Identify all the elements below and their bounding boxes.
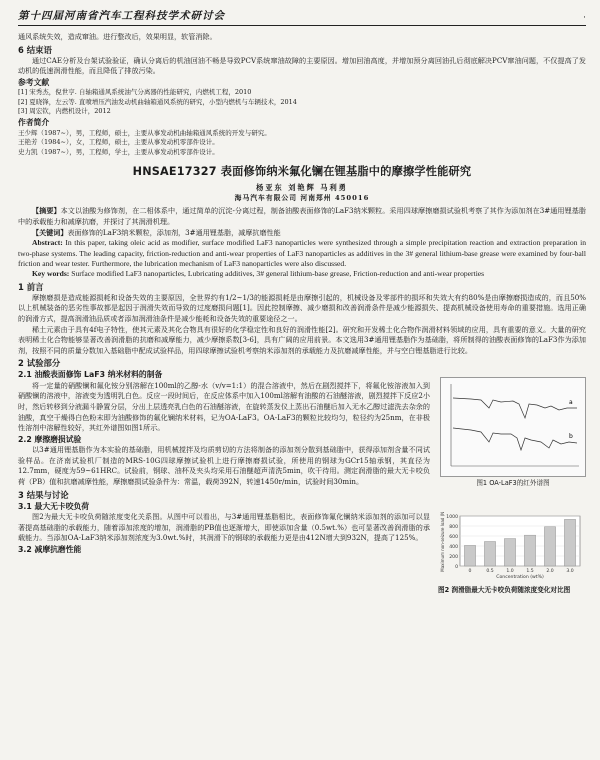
abstract-en-text: In this paper, taking oleic acid as modifier, surface modified LaF3 nanoparticles were synthesized through a simple precipitation reaction and extraction preparation in two-phase systems. The leading capacity, friction-reduction and anti-wear properties of LaF3 nanoparticles as additives in the 3# general lithium-base grease were examined by four-ball friction and wear tester. Furthermore, the lubrication mechanism of LaF3 nanoparticles were also discussed. (18, 238, 586, 268)
ir-curve-a-label: a (569, 399, 573, 407)
author-bio: 王少辉（1987~），男，工程师，硕士，主要从事发动机曲轴箱通风系统的开发与研究。 (18, 128, 271, 137)
reference-item: [1] 宋秀杰，倪世亨. 自轴箱通风系统油气分离器的性能研究，内燃机工程，2010 (18, 88, 252, 97)
x-tick-label: 3.0 (566, 569, 574, 575)
prev-tail-line: 通风系统失效，造成窜油。进行整改后，效果明显，软管消除。 (18, 32, 217, 41)
page-number: · (583, 13, 586, 23)
y-tick-label: 600 (449, 535, 458, 541)
section-3-heading: 3 结果与讨论 (18, 489, 69, 500)
section-2-1-text: 将一定量的硝酸镧和氟化铵分别溶解在100ml的乙醇-水（v/v=1:1）的混合溶液中，然后在剧烈搅拌下，将氟化铵溶液加入到硝酸镧的溶液中，溶液变为透明乳白色。反应一段时间后，在反应体系中加入100ml溶解有油酸的石油醚溶液，剧烈搅拌下反应2小时，然后转移到分液漏斗静置分层，分出上层透亮乳白色的石油醚溶液，在旋转蒸发仪上蒸出石油醚后加入无水乙醇过滤洗去杂余的油酸，真空干燥得白色粉末即为油酸修饰的氟化镧纳米材料，记为OA-LaF3。OA-LaF3的颗粒比较均匀，粒径约为25nm，在非极性溶剂中溶解性较好，其红外谱图如图1所示。 (18, 380, 430, 433)
y-axis-label: Maximum non-seizure load (N) (440, 512, 445, 572)
figure-1-caption: 图1 OA-LaF3的红外谱图 (476, 479, 550, 488)
figure-2-bar-chart (438, 512, 586, 582)
article-title: HNSAE17327 表面修饰纳米氟化镧在锂基脂中的摩擦学性能研究 (132, 165, 472, 179)
keywords-cn-text: 表面修饰的LaF3纳米颗粒，添加剂，3#通用锂基脂，减摩抗磨性能 (67, 227, 281, 237)
y-tick-label: 200 (449, 555, 458, 561)
section-3-1-text: 图2为最大无卡咬负荷随浓度变化关系图。从图中可以看出，与3#通用锂基脂相比，表面修饰氟化镧纳米添加剂的添加可以显著提高基础脂的承载能力，随着添加浓度的增加，润滑脂的PB值也逐渐增大，即使添加含量（0.5wt.%）也可显著改善润滑脂的承载能力。当添加OA-LaF3纳米添加剂浓度为3.0wt.%时，其润滑下的钢球的承载能力更是由412N增大到932N，提高了125%。 (18, 512, 430, 543)
section-1-paragraph-2: 稀土元素由于具有4f电子特性，使其元素及其化合物具有很好的化学稳定性和良好的润滑性能[2]。研究和开发稀土化合物作润滑材料领域的应用，具有重要的意义。大量的研究表明稀土化合物能够显著改善润滑脂的抗磨和减摩能力，减少摩擦系数[3-6]，具有广阔的应用前景。本文选用3#通用锂基脂作为基础脂，将所制得的油酸表面修饰的LaF3作为添加剂，按照不同的质量分数加入基础脂中配成试验样品，用四球摩擦试验机考察纳米添加剂的承载能力及抗磨减摩性能，并与空白锂基脂进行比较。 (18, 324, 586, 355)
article-affiliation: 海马汽车有限公司 河南郑州 450016 (234, 194, 370, 203)
section-2-heading: 2 试验部分 (18, 358, 61, 369)
abstract-en (18, 238, 586, 269)
section-3-1-text-column (18, 512, 430, 555)
reference-item: [3] 周宏钦，内燃机设计，2012 (18, 107, 111, 116)
section-2-text-column (18, 369, 430, 512)
ir-curve-a (453, 398, 577, 418)
abstract-cn-label: 【摘要】 (32, 206, 61, 216)
x-tick-label: 0 (468, 569, 472, 575)
section-3-2-heading: 3.2 减摩抗磨性能 (18, 544, 82, 554)
section-2-2-text: 以3#通用锂基脂作为本实验的基础脂，用机械搅拌及均质剪切的方法将制备的添加剂分散到基础脂中，获得添加剂含量不同试验样品。在济南试验机厂制造的MRS-10G四球摩擦试验机上进行摩擦磨损试验，所使用的钢球为GCr15轴承钢，其直径为12.7mm，硬度为59~61HRC。试验前，钢球、油杯及夹头均采用石油醚超声清洗5min，吹干待用。测定润滑脂的最大无卡咬负荷（PB）值和抗磨减摩性能，摩擦磨损试验条件为：常温，载荷392N，转速1450r/min，试验时间30min。 (18, 445, 430, 487)
conclusion-text: 通过CAE分析及台架试验验证，确认分离后的机油回油不畅是导致PCV系统窜油故障的主要原因。增加回油高度，并增加预分离回油孔后彻底解决PCV窜油问题，不仅提高了发动机的低速润滑性能，而且降低了排放污染。 (18, 55, 586, 76)
y-tick-label: 1000 (446, 515, 458, 521)
keywords-cn-label: 【关键词】 (32, 227, 68, 237)
x-axis-label: Concentration (wt%) (496, 575, 544, 581)
bar (504, 539, 515, 566)
bar (484, 542, 495, 567)
bar (464, 546, 475, 567)
abstract-cn-text: 本文以油酸为修饰剂，在二相体系中，通过简单的沉淀-分离过程，制备油酸表面修饰的LaF3纳米颗粒。采用四球摩擦磨损试验机考察了其作为添加剂在3#通用锂基脂中的承载能力和减摩抗磨，并探讨了其润滑机理。 (18, 206, 586, 226)
y-tick-label: 0 (455, 565, 458, 571)
keywords-en (18, 269, 586, 279)
y-tick-label: 800 (449, 525, 458, 531)
ir-curve-b (453, 428, 577, 450)
abstract-cn (18, 206, 586, 227)
ir-spectrum-plot (441, 378, 585, 476)
author-bio: 史力凯（1987~），男，工程师，学士，主要从事发动机零部件设计。 (18, 147, 219, 156)
author-bio: 王艳芳（1984~），女，工程师，硕士，主要从事发动机零部件设计。 (18, 138, 219, 147)
bar (564, 520, 575, 567)
bar (524, 535, 535, 566)
section-2-2-heading: 2.2 摩擦磨损试验 (18, 434, 82, 444)
bar (544, 527, 555, 566)
figure-2-block (438, 512, 586, 595)
figure-1-ir-spectrum (440, 377, 586, 477)
figure-column (440, 369, 586, 512)
previous-article-tail (18, 32, 586, 157)
section-2-1-heading: 2.1 油酸表面修饰 LaF3 纳米材料的制备 (18, 370, 163, 380)
y-tick-label: 400 (449, 545, 458, 551)
x-tick-label: 1.0 (506, 569, 514, 575)
keywords-en-label: Key words: (32, 269, 70, 279)
journal-name: 第十四届河南省汽车工程科技学术研讨会 (18, 10, 225, 22)
article-authors: 杨亚东 刘艳辉 马利勇 (256, 183, 348, 193)
running-header (18, 8, 586, 26)
section-1-paragraph-1: 摩擦磨损是造成能源损耗和设备失效的主要原因，全世界约有1/2~1/3的能源损耗是由摩擦引起的，机械设备及零部件的损坏和失效大有约80%是由摩擦磨损造成的，而且50%以上机械装备的恶劣性事故都是起因于润滑失效而导致的过度磨损问题[1]。因此控制摩擦、减少磨损和改善润滑条件是减少能源损失、提高机械设备使用寿命的重要措施。选用正确的润滑方式，提高润滑油品质或者添加润滑油条件是减少能耗和设备失效的重要途径之一。 (18, 292, 586, 323)
figure-2-caption: 图2 润滑脂最大无卡咬负荷随浓度变化对比图 (438, 586, 571, 595)
abstract-en-label: Abstract: (32, 238, 63, 248)
x-tick-label: 2.0 (546, 569, 554, 575)
references-heading: 参考文献 (18, 77, 50, 87)
ir-curve-b-label: b (569, 433, 573, 441)
section-3-1-body (18, 512, 586, 595)
x-tick-label: 1.5 (526, 569, 534, 575)
section-1-heading: 1 前言 (18, 281, 44, 292)
reference-item: [2] 夏晓锋，左云等. 直喷增压汽油发动机曲轴箱通风系统的研究，小型内燃机与车辆技术，2014 (18, 97, 297, 106)
section-3-1-heading: 3.1 最大无卡咬负荷 (18, 501, 90, 511)
conclusion-heading: 6 结束语 (18, 44, 52, 55)
plot-frame (460, 516, 580, 566)
keywords-cn (18, 228, 586, 239)
keywords-en-text: Surface modified LaF3 nanoparticles, Lubricating additives, 3# general lithium-base grease, Friction-reduction and anti-wear properties (71, 269, 485, 279)
author-bios-heading: 作者简介 (18, 118, 50, 128)
section-2-body (18, 369, 586, 512)
x-tick-label: 0.5 (486, 569, 494, 575)
